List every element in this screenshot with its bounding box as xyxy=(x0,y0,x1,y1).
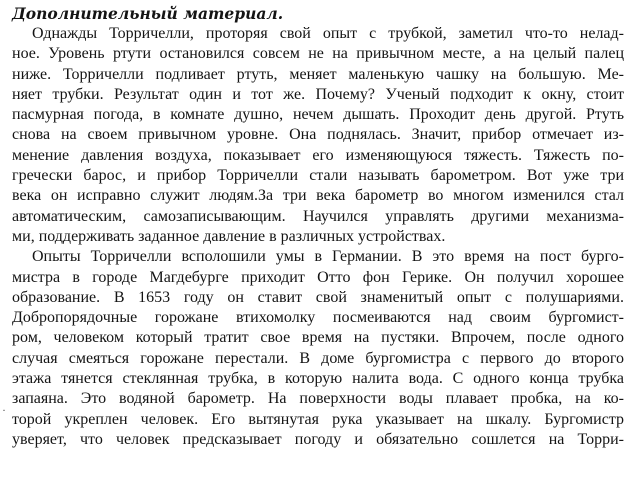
body-text xyxy=(12,24,624,450)
text-line: гречески барос, и прибор Торричелли стали называть барометром. Вот уже три xyxy=(12,167,624,185)
text-line: ми, поддерживать заданное давление в различных устройствах. xyxy=(12,227,446,245)
text-line: снова на своем привычном уровне. Она поднялась. Значит, прибор отмечает из- xyxy=(12,126,624,144)
text-line: автоматическим, самозаписывающим. Научился управлять другими механизма- xyxy=(12,207,624,225)
text-line: запаяна. Это водяной барометр. На поверхности воды плавает пробка, на ко- xyxy=(12,390,624,408)
text-line: пасмурная погода, в комнате душно, нечем дышать. Проходит день другой. Ртуть xyxy=(12,106,624,124)
section-heading: Дополнительный материал. xyxy=(12,4,284,23)
text-line: случая смеяться горожане перестали. В доме бургомистра с первого до второго xyxy=(12,349,624,367)
text-line: уверяет, что человек предсказывает погоду и обязательно сошлется на Торри- xyxy=(12,430,624,448)
text-line: Добропорядочные горожане втихомолку посмеиваются над своим бургомист- xyxy=(12,309,624,327)
text-line: няет трубки. Результат один и тот же. Почему? Ученый подходит к окну, стоит xyxy=(12,85,624,103)
text-line: Однажды Торричелли, проторяя свой опыт с трубкой, заметил что-то нелад- xyxy=(32,25,624,42)
text-line: ное. Уровень ртути остановился совсем не на привычном месте, а на целый палец xyxy=(12,45,624,63)
text-line: менение давления воздуха, показывает его изменяющуюся тяжесть. Тяжесть по- xyxy=(12,146,624,164)
text-line: образование. В 1653 году он ставит свой знаменитый опыт с полушариями. xyxy=(12,288,624,306)
text-line: ром, человеком который тратит свое время на пустяки. Впрочем, после одного xyxy=(12,329,624,347)
margin-mark: · xyxy=(2,403,6,417)
text-line: торой укреплен человек. Его вытянутая рука указывает на шкалу. Бургомистр xyxy=(12,410,624,428)
text-line: века он исправно служит людям.За три века барометр во многом изменился стал xyxy=(12,187,624,205)
text-line: Опыты Торричелли всполошили умы в Германии. В это время на пост бурго- xyxy=(32,248,624,266)
text-line: мистра в городе Магдебурге приходит Отто фон Герике. Он получил хорошее xyxy=(12,268,624,286)
text-line: этажа тянется стеклянная трубка, в которую налита вода. С одного конца трубка xyxy=(12,370,624,388)
text-line: ниже. Торричелли подливает ртуть, меняет маленькую чашку на большую. Ме- xyxy=(12,65,624,83)
